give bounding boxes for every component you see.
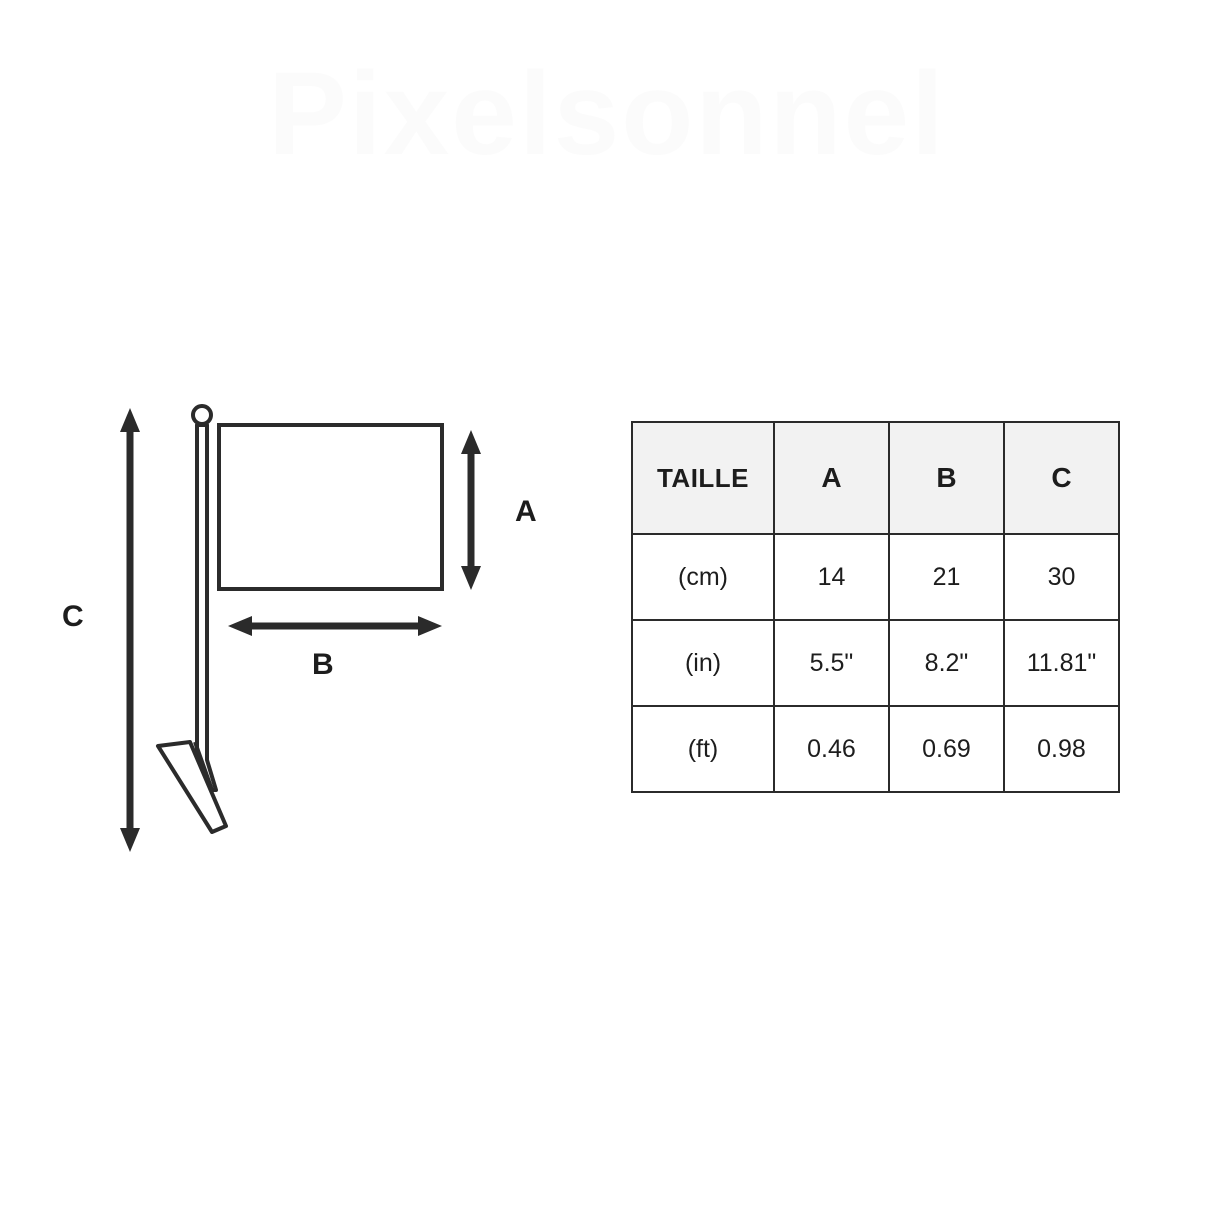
table-header-taille: TAILLE	[632, 422, 774, 534]
dimension-arrow-c	[120, 408, 140, 852]
table-row	[632, 706, 1119, 792]
dimension-arrow-b	[228, 616, 442, 636]
flag-dimension-diagram	[0, 0, 600, 1214]
flag-banner	[219, 425, 442, 589]
table-header-c: C	[1004, 422, 1119, 534]
table-row	[632, 534, 1119, 620]
dimension-label-a: A	[515, 495, 537, 528]
table-cell-value: 8.2"	[889, 620, 1004, 706]
watermark-text: Pixelsonnel	[268, 48, 946, 180]
table-cell-value: 14	[774, 534, 889, 620]
table-row	[632, 620, 1119, 706]
size-table	[631, 421, 1120, 793]
dimension-label-b: B	[312, 648, 334, 681]
table-cell-value: 0.46	[774, 706, 889, 792]
table-cell-value: 5.5"	[774, 620, 889, 706]
table-header-a: A	[774, 422, 889, 534]
table-cell-unit: (ft)	[632, 706, 774, 792]
table-cell-unit: (cm)	[632, 534, 774, 620]
table-header-row	[632, 422, 1119, 534]
table-cell-value: 21	[889, 534, 1004, 620]
table-header-b: B	[889, 422, 1004, 534]
table-cell-unit: (in)	[632, 620, 774, 706]
table-cell-value: 0.69	[889, 706, 1004, 792]
flag-pole	[193, 406, 216, 790]
dimension-arrow-a	[461, 430, 481, 590]
dimension-label-c: C	[62, 600, 84, 633]
table-cell-value: 0.98	[1004, 706, 1119, 792]
flag-diagram-svg	[0, 0, 600, 1214]
table-cell-value: 30	[1004, 534, 1119, 620]
table-cell-value: 11.81"	[1004, 620, 1119, 706]
